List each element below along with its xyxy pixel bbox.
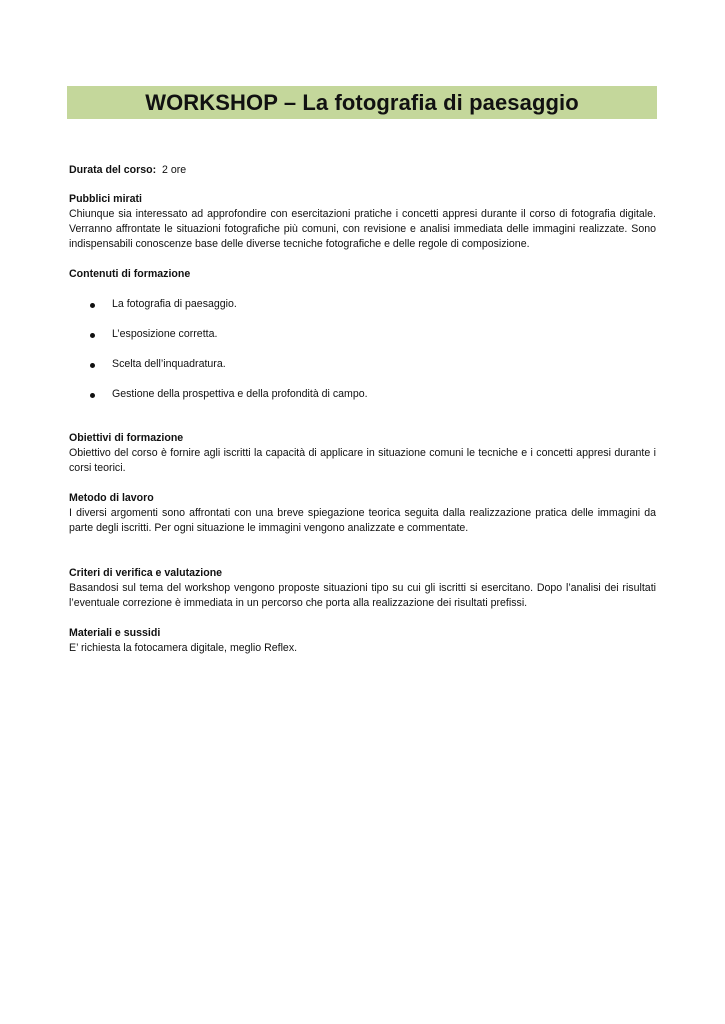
bullet-icon <box>90 303 95 308</box>
contents-list <box>69 297 656 402</box>
list-item: Gestione della prospettiva e della profondità di campo. <box>69 387 656 402</box>
contents-heading: Contenuti di formazione <box>69 268 191 280</box>
section-audience <box>69 192 656 252</box>
objectives-heading: Obiettivi di formazione <box>69 432 184 444</box>
bullet-icon <box>90 363 95 368</box>
method-heading: Metodo di lavoro <box>69 492 154 504</box>
title-banner <box>67 86 657 119</box>
bullet-icon <box>90 393 95 398</box>
audience-text: Chiunque sia interessato ad approfondire con esercitazioni pratiche i concetti appresi durante il corso di fotografia digitale. Verranno affrontate le situazioni fotografiche più comuni, con revisione e analisi immediata delle immagini realizzate. Sono indispensabili conoscenze base delle diverse tecniche fotografiche e delle regole di composizione. <box>69 208 656 250</box>
list-item: La fotografia di paesaggio. <box>69 297 656 312</box>
document-title: WORKSHOP – La fotografia di paesaggio <box>145 89 579 115</box>
method-text: I diversi argomenti sono affrontati con una breve spiegazione teorica seguita dalla realizzazione pratica delle immagini da parte degli iscritti. Per ogni situazione le immagini vengono analizzate e commentate. <box>69 507 656 534</box>
section-materials <box>69 626 656 656</box>
document-body <box>69 163 656 656</box>
duration-label: Durata del corso: <box>69 164 157 176</box>
bullet-icon <box>90 333 95 338</box>
objectives-text: Obiettivo del corso è fornire agli iscritti la capacità di applicare in situazione comuni le tecniche e i concetti appresi durante i corsi teorici. <box>69 447 656 474</box>
duration-line <box>69 163 656 178</box>
section-objectives <box>69 431 656 476</box>
section-contents <box>69 267 656 402</box>
evaluation-text: Basandosi sul tema del workshop vengono proposte situazioni tipo su cui gli iscritti si esercitano. Dopo l’analisi dei risultati l’eventuale correzione è immediata in un percorso che porta alla realizzazione dei risultati prefissi. <box>69 582 656 609</box>
list-item: Scelta dell’inquadratura. <box>69 357 656 372</box>
materials-text: E’ richiesta la fotocamera digitale, meglio Reflex. <box>69 642 298 654</box>
list-item: L’esposizione corretta. <box>69 327 656 342</box>
audience-heading: Pubblici mirati <box>69 193 142 205</box>
materials-heading: Materiali e sussidi <box>69 627 161 639</box>
section-evaluation <box>69 566 656 611</box>
evaluation-heading: Criteri di verifica e valutazione <box>69 567 223 579</box>
section-method <box>69 491 656 536</box>
duration-value: 2 ore <box>162 164 187 176</box>
